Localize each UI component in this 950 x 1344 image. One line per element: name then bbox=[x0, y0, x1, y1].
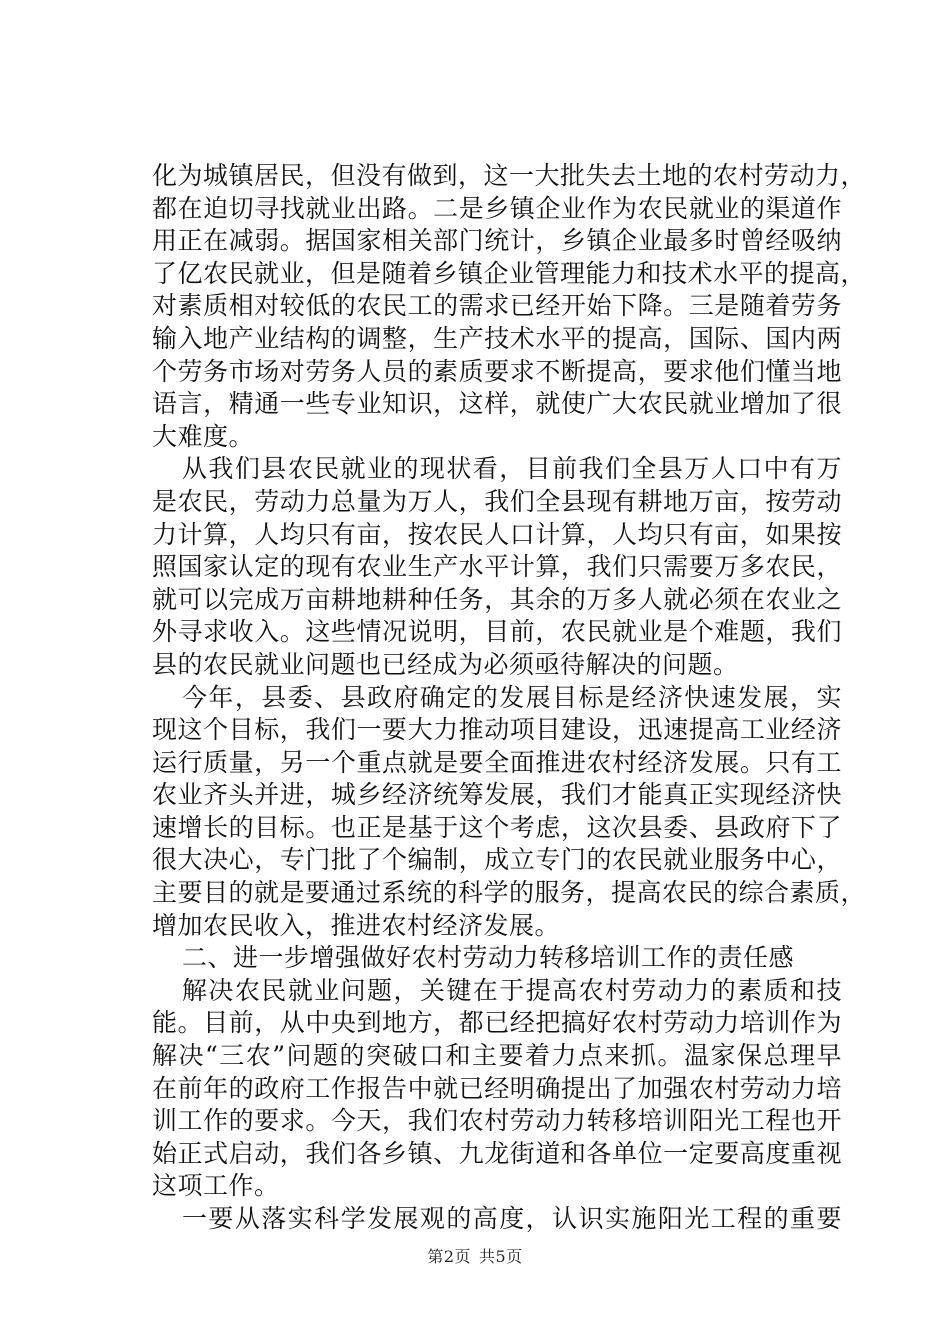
paragraph-start-line: 一要从落实科学发展观的高度，认识实施阳光工程的重要 bbox=[182, 1204, 842, 1233]
page-footer bbox=[0, 1244, 950, 1267]
text-line: 化为城镇居民，但没有做到，这一大批失去土地的农村劳动力， bbox=[152, 161, 867, 190]
text-line: 现这个目标，我们一要大力推动项目建设，迅速提高工业经济 bbox=[152, 715, 842, 745]
document-body bbox=[152, 160, 867, 1236]
text-line: 农业齐头并进，城乡经济统筹发展，我们才能真正实现经济快 bbox=[152, 780, 842, 810]
page-total: 共5页 bbox=[479, 1247, 523, 1266]
text-line: 能。目前，从中央到地方，都已经把搞好农村劳动力培训作为 bbox=[152, 1008, 842, 1038]
text-line: 对素质相对较低的农民工的需求已经开始下降。三是随着劳务 bbox=[152, 291, 842, 321]
text-line: 训工作的要求。今天，我们农村劳动力转移培训阳光工程也开 bbox=[152, 1106, 842, 1136]
text-line: 县的农民就业问题也已经成为必须亟待解决的问题。 bbox=[152, 649, 739, 679]
text-line: 外寻求收入。这些情况说明，目前，农民就业是个难题，我们 bbox=[152, 617, 842, 647]
paragraph-start-line: 今年，县委、县政府确定的发展目标是经济快速发展，实 bbox=[182, 682, 842, 712]
text-line: 了亿农民就业，但是随着乡镇企业管理能力和技术水平的提高， bbox=[152, 258, 867, 288]
text-line: 增加农民收入，推进农村经济发展。 bbox=[152, 910, 561, 940]
text-line: 这项工作。 bbox=[152, 1171, 280, 1201]
section-heading: 二、进一步增强做好农村劳动力转移培训工作的责任感 bbox=[182, 943, 795, 973]
text-line: 个劳务市场对劳务人员的素质要求不断提高，要求他们懂当地 bbox=[152, 356, 842, 386]
text-line: 力计算，人均只有亩，按农民人口计算，人均只有亩，如果按 bbox=[152, 519, 842, 549]
text-line: 主要目的就是要通过系统的科学的服务，提高农民的综合素质， bbox=[152, 878, 867, 908]
text-line: 语言，精通一些专业知识，这样，就使广大农民就业增加了很 bbox=[152, 389, 842, 419]
text-line: 解决“三农”问题的突破口和主要着力点来抓。温家保总理早 bbox=[152, 1041, 842, 1071]
text-line: 就可以完成万亩耕地耕种任务，其余的万多人就必须在农业之 bbox=[152, 584, 842, 614]
text-line: 都在迫切寻找就业出路。二是乡镇企业作为农民就业的渠道作 bbox=[152, 193, 842, 223]
page-number: 第2页 bbox=[427, 1247, 471, 1266]
text-line: 大难度。 bbox=[152, 421, 255, 451]
text-line: 很大决心，专门批了个编制，成立专门的农民就业服务中心， bbox=[152, 845, 842, 875]
text-line: 输入地产业结构的调整，生产技术水平的提高，国际、国内两 bbox=[152, 323, 842, 353]
text-line: 运行质量，另一个重点就是要全面推进农村经济发展。只有工 bbox=[152, 747, 842, 777]
text-line: 速增长的目标。也正是基于这个考虑，这次县委、县政府下了 bbox=[152, 812, 842, 842]
paragraph-start-line: 从我们县农民就业的现状看，目前我们全县万人口中有万 bbox=[182, 454, 842, 484]
text-line: 照国家认定的现有农业生产水平计算，我们只需要万多农民， bbox=[152, 552, 842, 582]
paragraph-start-line: 解决农民就业问题，关键在于提高农村劳动力的素质和技 bbox=[182, 975, 842, 1005]
text-line: 用正在减弱。据国家相关部门统计，乡镇企业最多时曾经吸纳 bbox=[152, 226, 842, 256]
text-line: 在前年的政府工作报告中就已经明确提出了加强农村劳动力培 bbox=[152, 1073, 842, 1103]
text-line: 始正式启动，我们各乡镇、九龙街道和各单位一定要高度重视 bbox=[152, 1138, 842, 1168]
text-line: 是农民，劳动力总量为万人，我们全县现有耕地万亩，按劳动 bbox=[152, 486, 842, 516]
